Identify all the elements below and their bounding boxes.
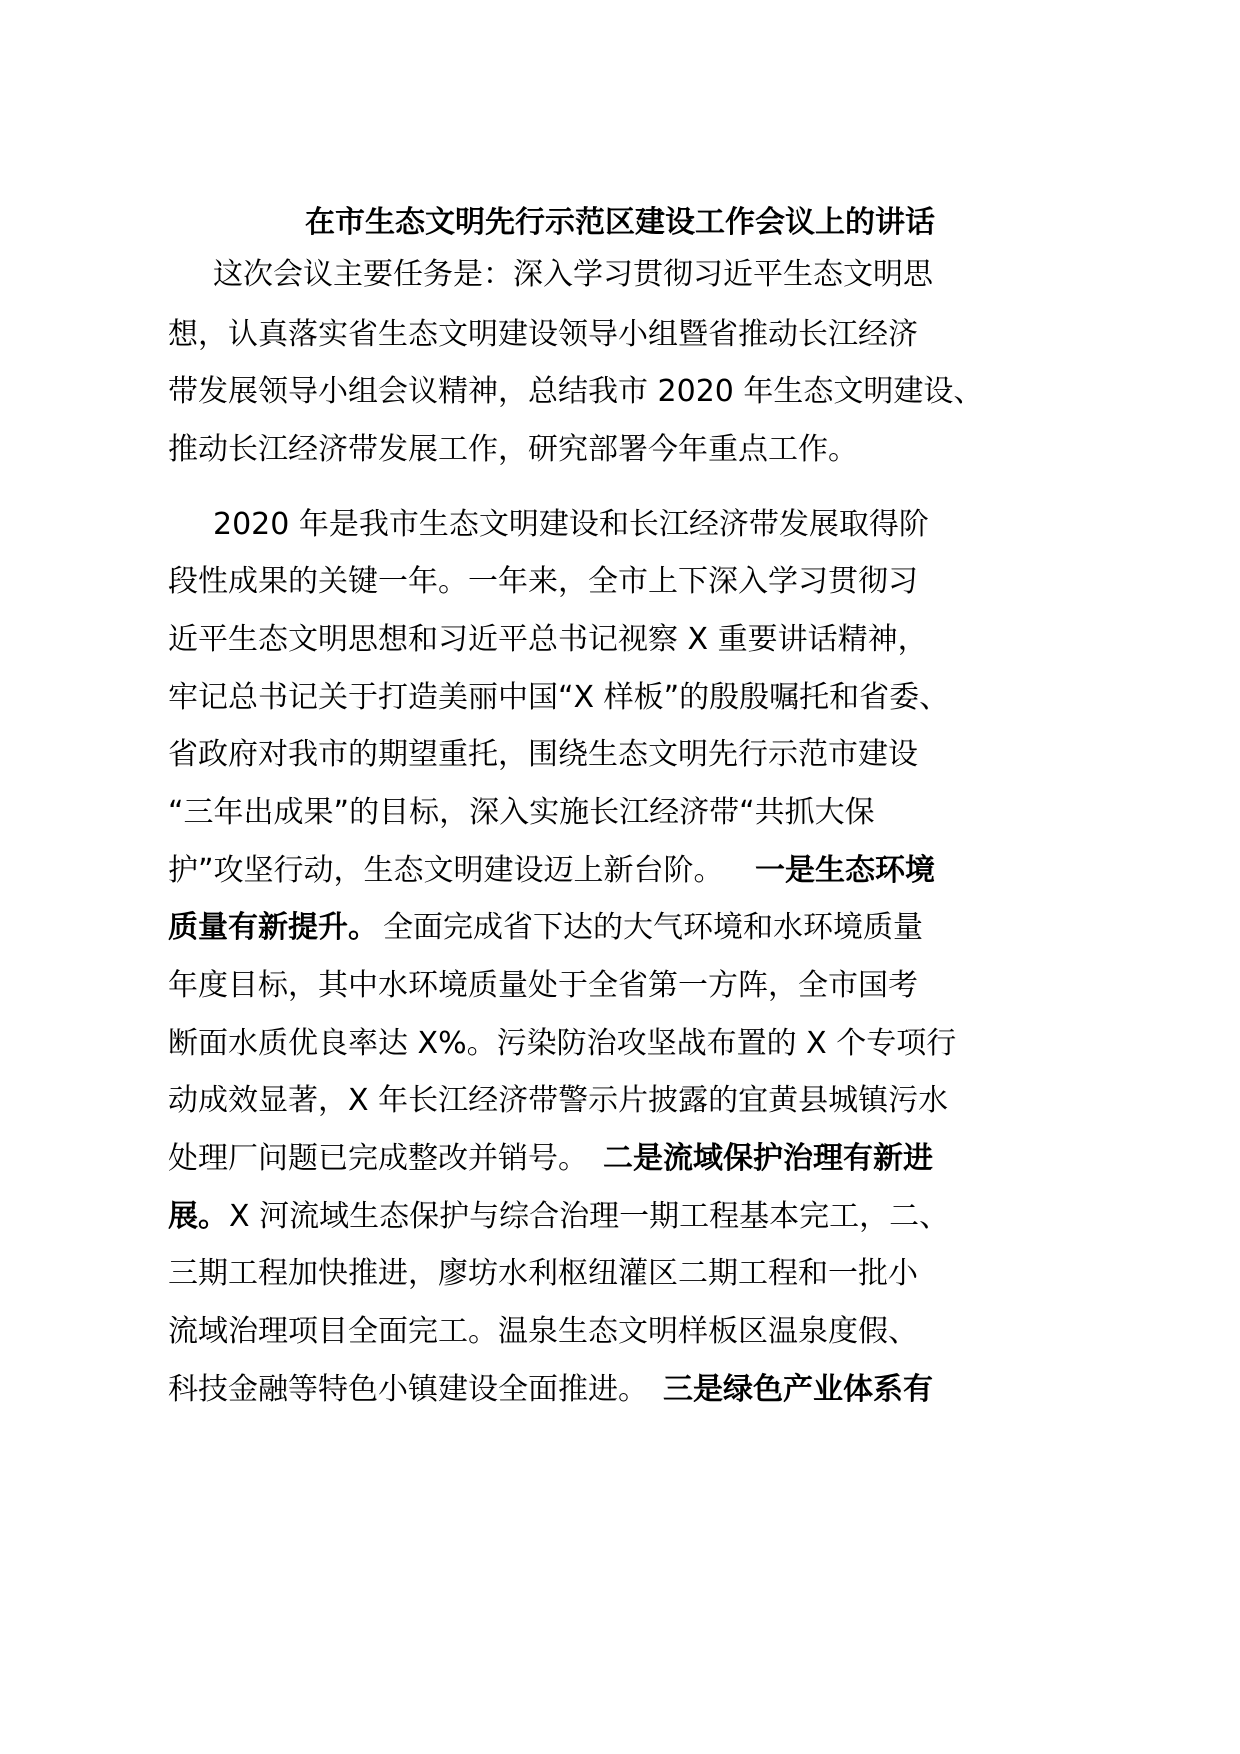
- text-run: 科技金融等特色小镇建设全面推进。: [168, 1372, 648, 1407]
- text-run: 处理厂问题已完成整改并销号。: [168, 1141, 588, 1176]
- text-run: 牢记总书记关于打造美丽中国“X 样板”的殷殷嘱托和省委、: [168, 680, 950, 715]
- bold-heading-run: 三是绿色产业体系有: [663, 1372, 933, 1407]
- text-run: 段性成果的关键一年。一年来，全市上下深入学习贯彻习: [168, 564, 918, 599]
- text-run: “三年出成果”的目标，深入实施长江经济带“共抓大保: [168, 795, 875, 830]
- bold-heading-run: 一是生态环境: [755, 853, 935, 888]
- text-run: 2020 年是我市生态文明建设和长江经济带发展取得阶: [213, 507, 929, 542]
- bold-heading-run: 质量有新提升。: [168, 910, 378, 945]
- text-run: 推动长江经济带发展工作，研究部署今年重点工作。: [168, 432, 858, 467]
- text-run: 省政府对我市的期望重托，围绕生态文明先行示范市建设: [168, 737, 918, 772]
- text-run: 断面水质优良率达 X%。污染防治攻坚战布置的 X 个专项行: [168, 1026, 957, 1061]
- text-run: 想，认真落实省生态文明建设领导小组暨省推动长江经济: [168, 317, 918, 352]
- text-run: 年度目标，其中水环境质量处于全省第一方阵，全市国考: [168, 968, 918, 1003]
- text-run: 这次会议主要任务是：深入学习贯彻习近平生态文明思: [213, 257, 933, 292]
- bold-heading-run: 展。: [168, 1199, 228, 1234]
- text-run: 全面完成省下达的大气环境和水环境质量: [383, 910, 923, 945]
- text-run: 动成效显著，X 年长江经济带警示片披露的宜黄县城镇污水: [168, 1083, 949, 1118]
- text-run: X 河流域生态保护与综合治理一期工程基本完工，二、: [229, 1199, 950, 1234]
- document-title: 在市生态文明先行示范区建设工作会议上的讲话: [305, 205, 935, 240]
- text-run: 近平生态文明思想和习近平总书记视察 X 重要讲话精神，: [168, 622, 928, 657]
- text-run: 流域治理项目全面完工。温泉生态文明样板区温泉度假、: [168, 1314, 918, 1349]
- text-run: 带发展领导小组会议精神，总结我市 2020 年生态文明建设、: [168, 374, 984, 409]
- text-run: 三期工程加快推进，廖坊水利枢纽灌区二期工程和一批小: [168, 1256, 918, 1291]
- bold-heading-run: 二是流域保护治理有新进: [603, 1141, 933, 1176]
- text-run: 护”攻坚行动，生态文明建设迈上新台阶。: [168, 853, 724, 888]
